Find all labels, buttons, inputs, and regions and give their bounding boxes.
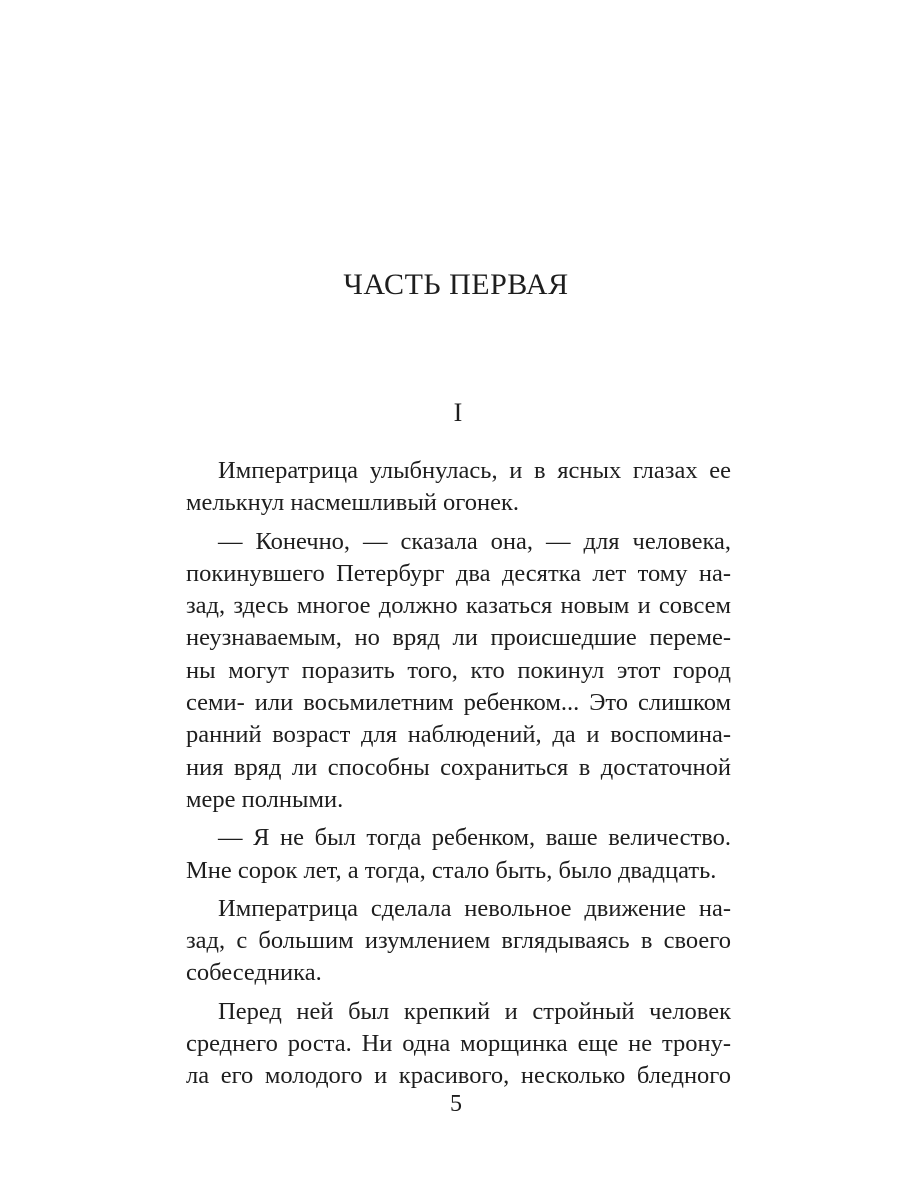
text-line: ла его молодого и красивого, несколько бледного (186, 1062, 731, 1090)
body-text (186, 455, 731, 1093)
text-line: Перед ней был крепкий и стройный человек (218, 997, 731, 1025)
text-line: мере полными. (186, 785, 344, 813)
text-line: ния вряд ли способны сохраниться в достаточной (186, 753, 731, 781)
text-line: зад, здесь многое должно казаться новым и совсем (186, 592, 731, 620)
text-line: — Я не был тогда ребенком, ваше величество. (218, 824, 731, 852)
text-line: Императрица сделала невольное движение на- (218, 894, 731, 922)
text-line: среднего роста. Ни одна морщинка еще не трону- (186, 1030, 731, 1058)
text-line: мелькнул насмешливый огонек. (186, 489, 519, 517)
chapter-number: I (453, 398, 463, 427)
text-line: зад, с большим изумлением вглядываясь в своего (186, 927, 731, 955)
text-line: семи- или восьмилетним ребенком... Это слишком (186, 689, 731, 717)
text-line: покинувшего Петербург два десятка лет тому на- (186, 559, 731, 587)
page-number: 5 (450, 1091, 462, 1117)
text-line: — Конечно, — сказала она, — для человека, (218, 527, 731, 555)
text-line: ны могут поразить того, кто покинул этот город (186, 656, 731, 684)
text-line: ранний возраст для наблюдений, да и воспомина- (186, 721, 731, 749)
text-line: собеседника. (186, 959, 322, 987)
text-line: Императрица улыбнулась, и в ясных глазах ее (218, 457, 731, 484)
part-title: ЧАСТЬ ПЕРВАЯ (343, 268, 569, 301)
text-line: Мне сорок лет, а тогда, стало быть, было двадцать. (186, 856, 717, 884)
text-line: неузнаваемым, но вряд ли происшедшие переме- (186, 624, 731, 652)
